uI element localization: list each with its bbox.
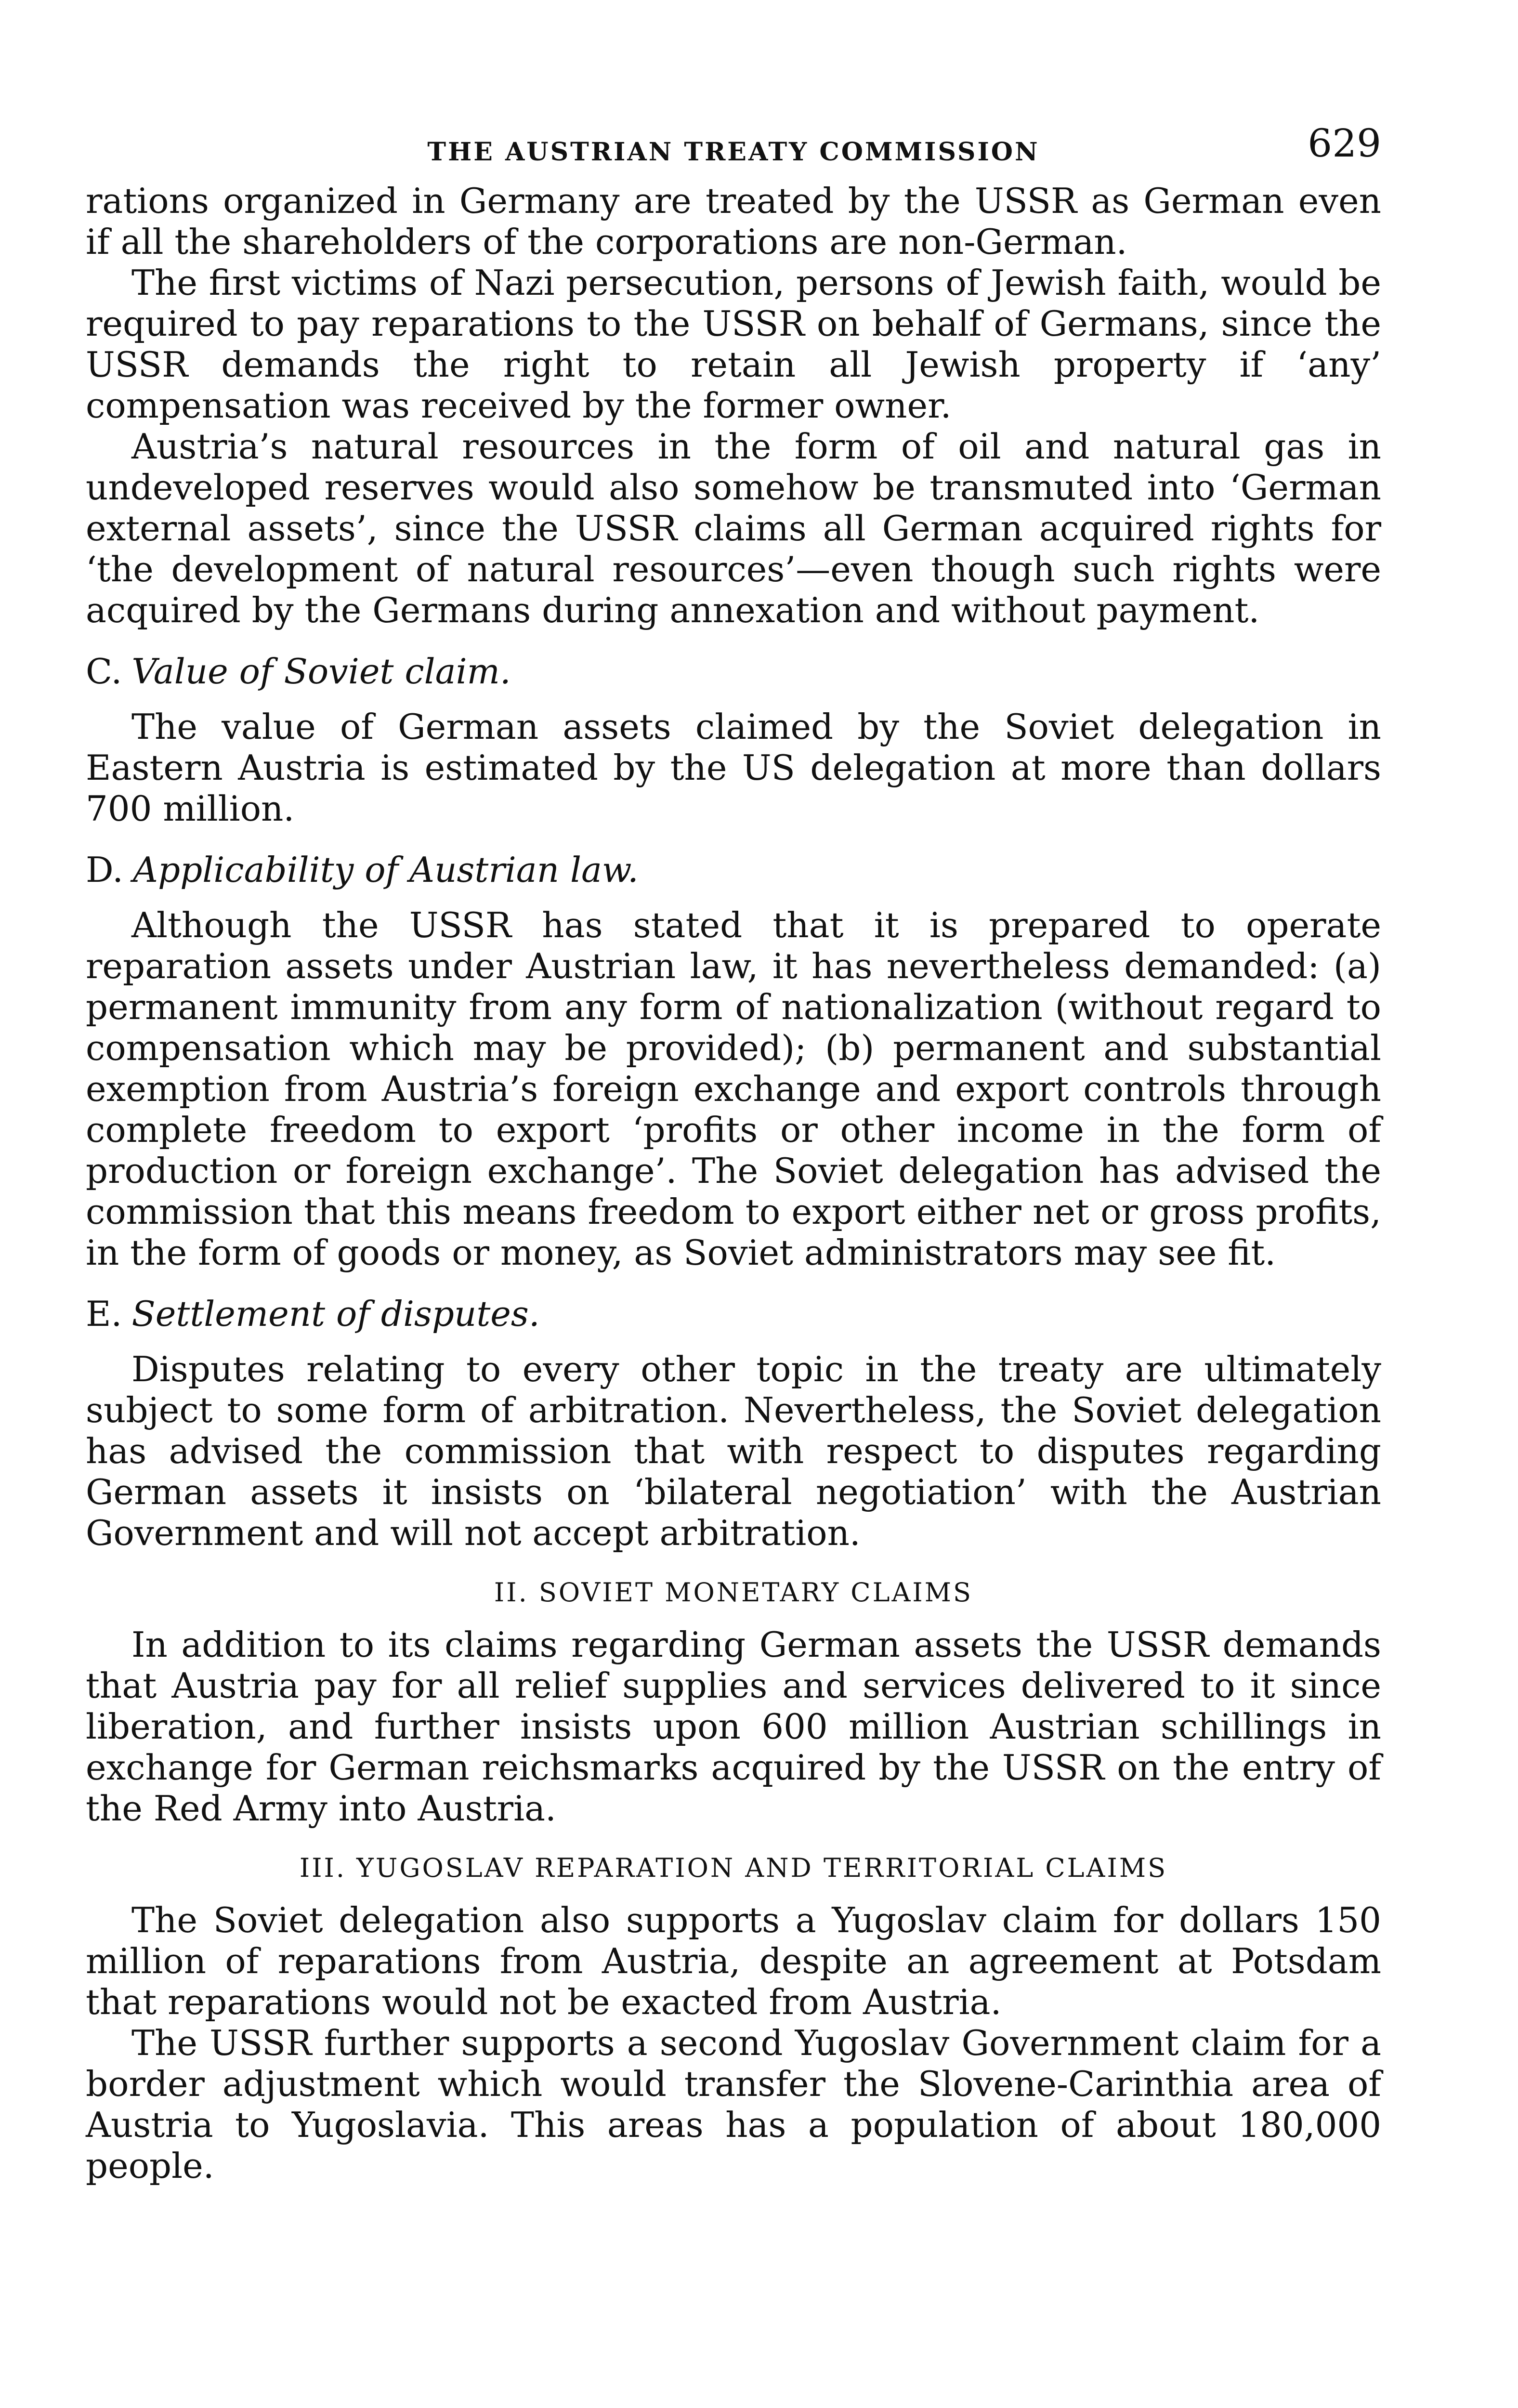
part-iii-paragraph-border: The USSR further supports a second Yugoslav Government claim for a border adjustment which would transfer the Slovene-Carinthia area of Austria to Yugoslavia. This areas has a population of about 180,000 people. — [86, 2023, 1381, 2186]
running-title: THE AUSTRIAN TREATY COMMISSION — [427, 137, 1040, 167]
running-header — [86, 123, 1381, 181]
section-d-heading — [86, 850, 1381, 890]
section-d-label: D. — [86, 850, 124, 890]
section-e-text: Disputes relating to every other topic in the treaty are ultimately subject to some form of arbitration. Nevertheless, the Soviet delegation has advised the commission that with respect to disputes regarding German assets it insists on ‘bilateral negotiation’ with the Austrian Government and will not accept arbitration. — [86, 1349, 1381, 1553]
section-c-title: Value of Soviet claim. — [131, 651, 511, 692]
section-e-title: Settlement of disputes. — [131, 1294, 540, 1334]
paragraph-natural-resources: Austria’s natural resources in the form of oil and natural gas in undeveloped reserves would also somehow be transmuted into ‘German external assets’, since the USSR claims all German acquired rights for ‘the development of natural resources’—even though such rights were acquired by the Germans during annexation and without payment. — [86, 426, 1381, 630]
section-e-heading — [86, 1294, 1381, 1335]
section-c-heading — [86, 651, 1381, 692]
part-iii-paragraph-reparations: The Soviet delegation also supports a Yugoslav claim for dollars 150 million of reparations from Austria, despite an agreement at Potsdam that reparations would not be exacted from Austria. — [86, 1900, 1381, 2022]
section-c-text: The value of German assets claimed by the Soviet delegation in Eastern Austria is estimated by the US delegation at more than dollars 700 million. — [86, 707, 1381, 829]
section-e-label: E. — [86, 1294, 122, 1334]
paragraph-continued: rations organized in Germany are treated by the USSR as German even if all the shareholders of the corporations are non-German. — [86, 181, 1381, 262]
part-ii-heading: II. SOVIET MONETARY CLAIMS — [494, 1577, 973, 1608]
part-ii-text: In addition to its claims regarding German assets the USSR demands that Austria pay for all relief supplies and services delivered to it since liberation, and further insists upon 600 million Austrian schillings in exchange for German reichsmarks acquired by the USSR on the entry of the Red Army into Austria. — [86, 1624, 1381, 1829]
section-d-title: Applicability of Austrian law. — [133, 850, 639, 890]
page-number: 629 — [1308, 121, 1381, 166]
section-c-label: C. — [86, 651, 122, 692]
section-d-text: Although the USSR has stated that it is prepared to operate reparation assets under Austrian law, it has nevertheless demanded: (a) permanent immunity from any form of nationalization (without regard to compensation which may be provided); (b) permanent and substantial exemption from Austria’s foreign exchange and export controls through complete freedom to export ‘profits or other income in the form of production or foreign exchange’. The Soviet delegation has advised the commission that this means freedom to export either net or gross profits, in the form of goods or money, as Soviet administrators may see fit. — [86, 905, 1381, 1273]
document-page — [86, 123, 1381, 2186]
paragraph-jewish-property: The first victims of Nazi persecution, persons of Jewish faith, would be required to pay reparations to the USSR on behalf of Germans, since the USSR demands the right to retain all Jewish property if ‘any’ compensation was received by the former owner. — [86, 262, 1381, 426]
part-iii-heading: III. YUGOSLAV REPARATION AND TERRITORIAL CLAIMS — [299, 1853, 1168, 1883]
